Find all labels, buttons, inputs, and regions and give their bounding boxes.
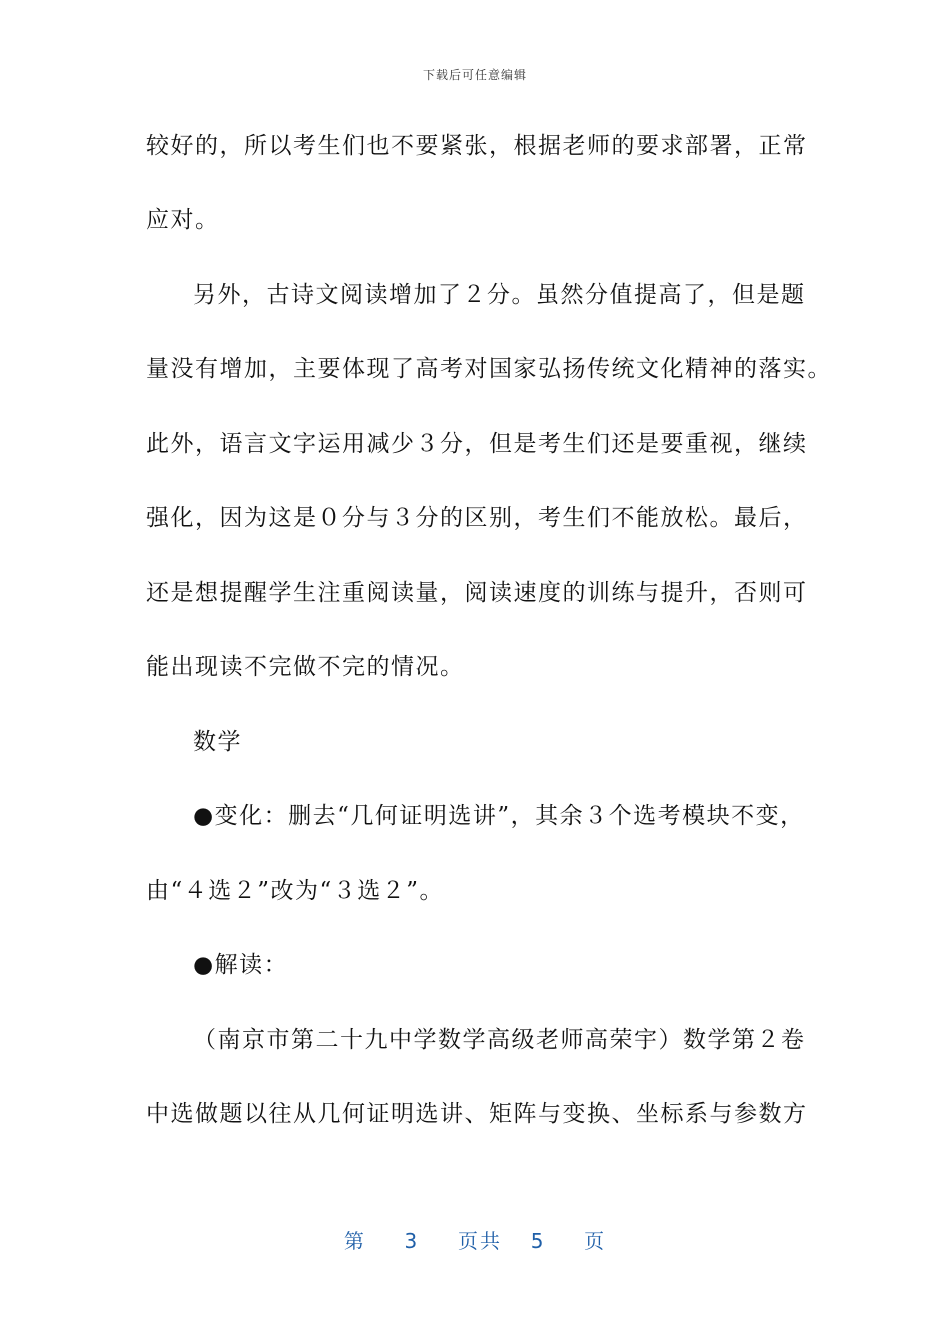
paragraph-line: 由“４选２”改为“３选２”。 (146, 878, 445, 904)
paragraph-line: 应对。 (146, 207, 220, 233)
paragraph-line: 较好的，所以考生们也不要紧张，根据老师的要求部署，正常 (146, 133, 808, 159)
footer-prefix: 第 (343, 1229, 366, 1253)
footer-page-number: 3 (404, 1229, 420, 1253)
paragraph-line: 强化，因为这是０分与３分的区别，考生们不能放松。最后， (146, 505, 808, 531)
page-header: 下载后可任意编辑 (422, 68, 527, 82)
paragraph-line: ●解读： (193, 952, 289, 978)
footer-middle: 页共 (458, 1229, 502, 1253)
paragraph-line: ●变化：删去“几何证明选讲”，其余３个选考模块不变， (193, 803, 805, 829)
paragraph-line: 另外，古诗文阅读增加了２分。虽然分值提高了，但是题 (193, 282, 806, 308)
footer-total-pages: 5 (530, 1229, 546, 1253)
paragraph-line: （南京市第二十九中学数学高级老师高荣宇）数学第２卷 (193, 1027, 806, 1053)
paragraph-line: 能出现读不完做不完的情况。 (146, 654, 465, 680)
paragraph-line: 此外，语言文字运用减少３分，但是考生们还是要重视，继续 (146, 431, 808, 457)
page-footer (0, 1225, 950, 1254)
section-heading: 数学 (193, 729, 242, 755)
paragraph-line: 量没有增加，主要体现了高考对国家弘扬传统文化精神的落实。 (146, 356, 832, 382)
footer-suffix: 页 (584, 1229, 607, 1253)
paragraph-line: 中选做题以往从几何证明选讲、矩阵与变换、坐标系与参数方 (146, 1101, 808, 1127)
paragraph-line: 还是想提醒学生注重阅读量，阅读速度的训练与提升，否则可 (146, 580, 808, 606)
